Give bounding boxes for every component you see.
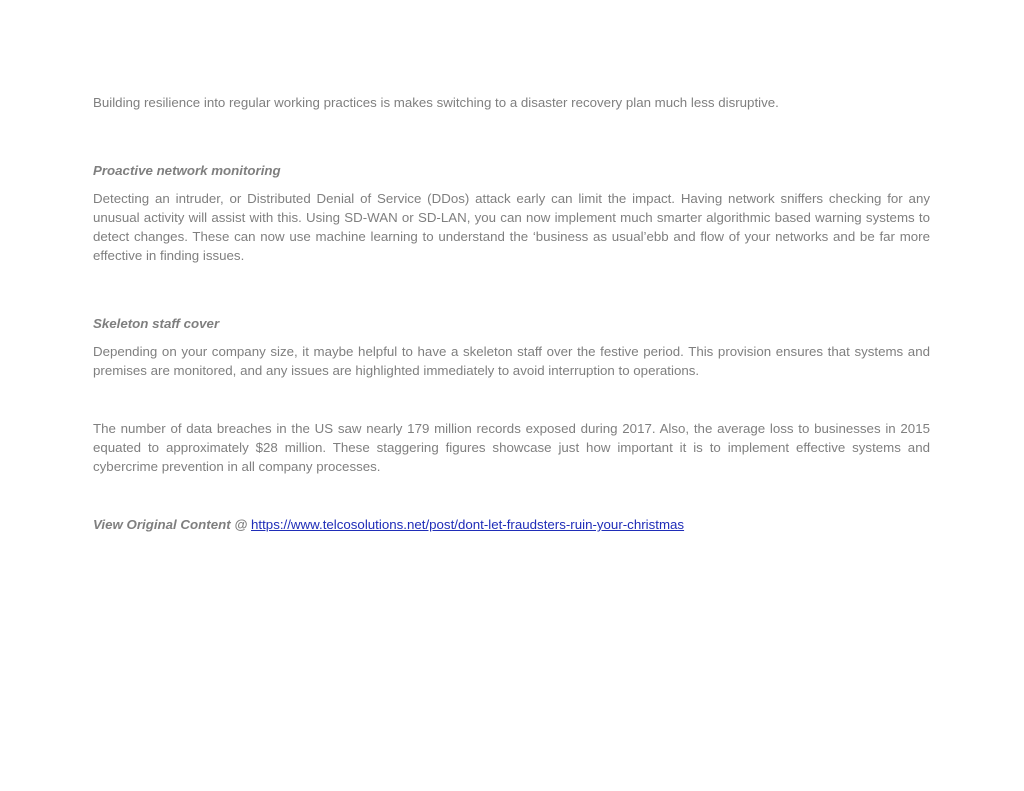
source-label: View Original Content @: [93, 517, 252, 532]
section-heading-skeleton-staff: Skeleton staff cover: [93, 316, 220, 331]
closing-paragraph: The number of data breaches in the US saw nearly 179 million records exposed during 2017. Also, the average loss to businesses in 2015 equated to approximately $28 million. These staggering figures showcase just how important it is to implement effective systems and cybercrime prevention in all company processes.: [93, 421, 930, 474]
source-line: [93, 515, 684, 534]
section-heading-network-monitoring: Proactive network monitoring: [93, 163, 281, 178]
intro-paragraph: Building resilience into regular working practices is makes switching to a disaster recovery plan much less disruptive.: [93, 95, 779, 110]
source-link[interactable]: https://www.telcosolutions.net/post/dont-let-fraudsters-ruin-your-christmas: [251, 517, 685, 532]
section-body-network-monitoring: Detecting an intruder, or Distributed Denial of Service (DDos) attack early can limit the impact. Having network sniffers checking for any unusual activity will assist with this. Using SD-WAN or SD-LAN, you can now implement much smarter algorithmic based warning systems to detect changes. These can now use machine learning to understand the ‘business as usual’ebb and flow of your networks and be far more effective in finding issues.: [93, 191, 930, 263]
section-body-skeleton-staff: Depending on your company size, it maybe helpful to have a skeleton staff over the festive period. This provision ensures that systems and premises are monitored, and any issues are highlighted immediately to avoid interruption to operations.: [93, 344, 930, 378]
